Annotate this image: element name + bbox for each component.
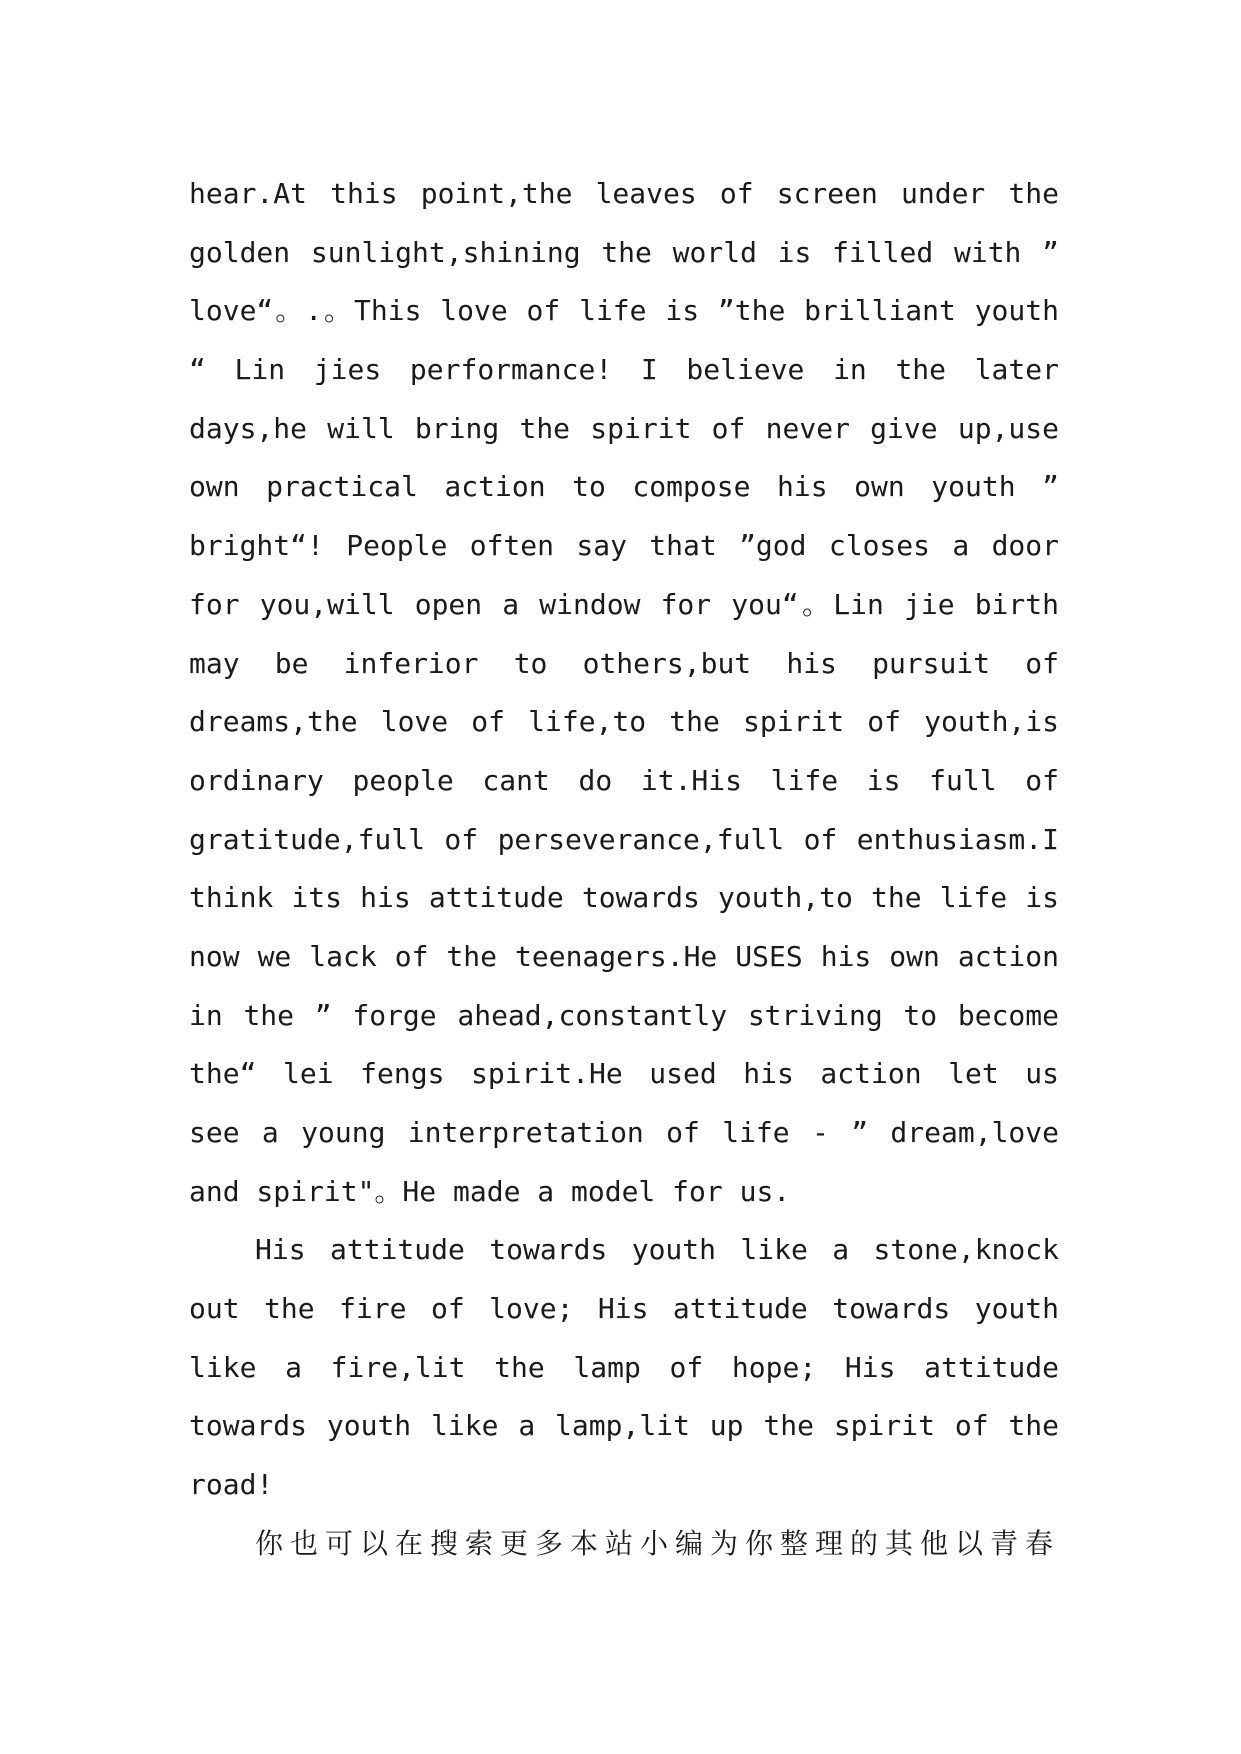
text-line: golden sunlight,shining the world is filled with ” [189, 235, 1059, 269]
text-line: His attitude towards youth like a stone,knock [255, 1233, 1059, 1267]
text-line: bright“! People often say that ”god closes a door [189, 529, 1059, 563]
text-line: and spirit"。He made a model for us. [189, 1174, 791, 1208]
text-line: dreams,the love of life,to the spirit of youth,is [189, 705, 1059, 739]
text-line: road! [189, 1468, 274, 1502]
text-line: 你也可以在搜索更多本站小编为你整理的其他以青春 [255, 1526, 1059, 1560]
text-line: think its his attitude towards youth,to the life is [189, 881, 1059, 915]
text-line: like a fire,lit the lamp of hope; His attitude [189, 1350, 1059, 1384]
text-line: love“。.。This love of life is ”the brilliant youth [189, 294, 1059, 328]
text-line: days,he will bring the spirit of never give up,use [189, 411, 1059, 445]
document-body [189, 165, 1059, 1574]
text-line: see a young interpretation of life - ” dream,love [189, 1116, 1059, 1149]
text-line: hear.At this point,the leaves of screen under the [189, 177, 1059, 210]
text-line: ordinary people cant do it.His life is full of [189, 763, 1059, 797]
text-line: for you,will open a window for you“。Lin jie birth [189, 587, 1059, 621]
text-line: own practical action to compose his own youth ” [189, 470, 1059, 504]
text-line: in the ” forge ahead,constantly striving to become [189, 998, 1059, 1032]
text-line: “ Lin jies performance! I believe in the later [189, 353, 1059, 387]
text-line: towards youth like a lamp,lit up the spirit of the [189, 1409, 1059, 1443]
text-line: now we lack of the teenagers.He USES his own action [189, 939, 1059, 973]
text-line: out the fire of love; His attitude towards youth [189, 1292, 1059, 1326]
text-line: may be inferior to others,but his pursuit of [189, 646, 1059, 680]
text-line: gratitude,full of perseverance,full of enthusiasm.I [189, 822, 1059, 856]
text-line: the“ lei fengs spirit.He used his action let us [189, 1057, 1059, 1091]
